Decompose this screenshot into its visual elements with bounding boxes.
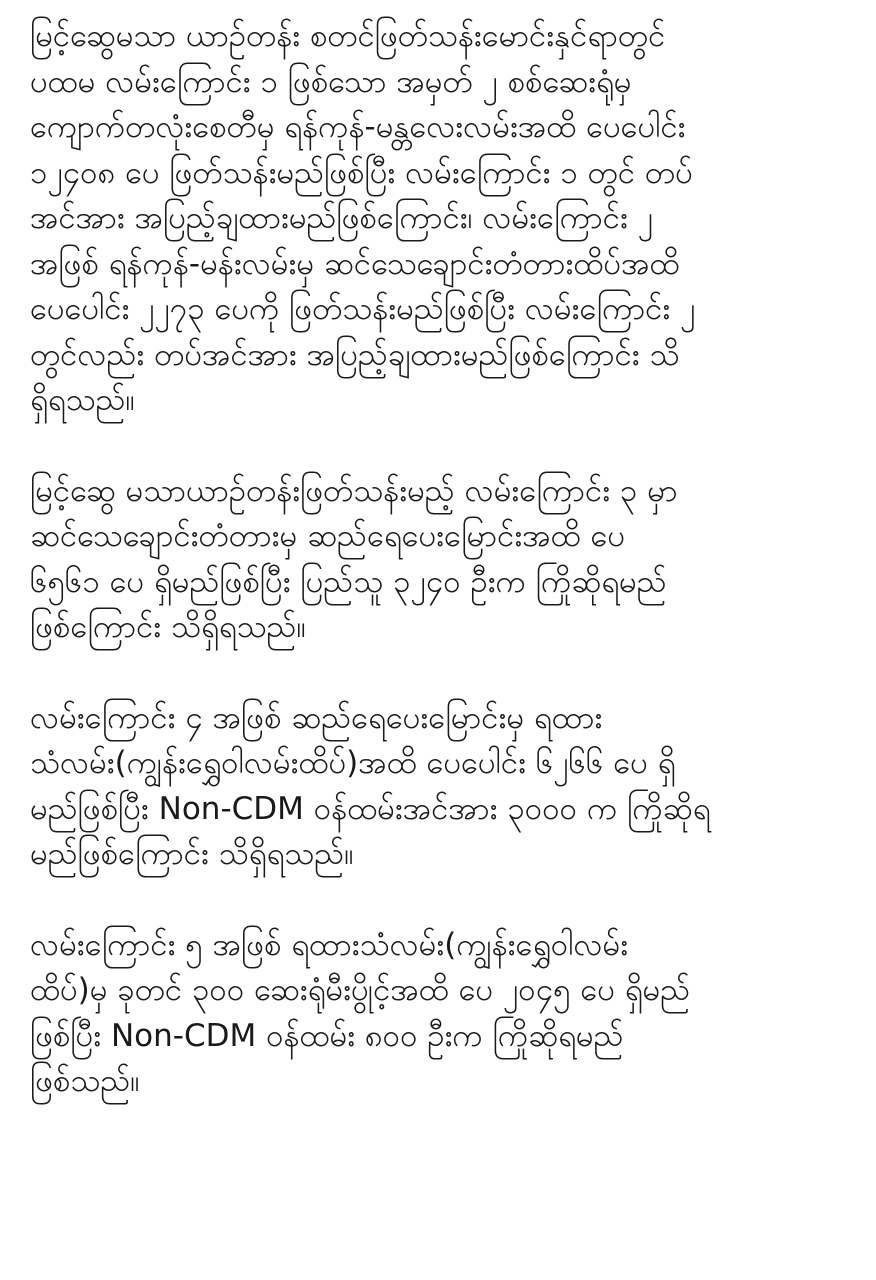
text-line: ပေပေါင်း ၂၂၇၃ ပေကို ဖြတ်သန်းမည်ဖြစ်ပြီး လမ်းကြောင်း ၂ [30, 291, 696, 327]
paragraph-2 [30, 469, 846, 651]
text-line: ပထမ လမ်းကြောင်း ၁ ဖြစ်သော အမှတ် ၂ စစ်ဆေးရုံမှ [30, 63, 632, 100]
text-line: သံလမ်း(ကျွန်းရွှေဝါလမ်းထိပ်)အထိ ပေပေါင်း ၆၂၆၆ ပေ ရှိ [30, 745, 676, 781]
text-line: ဖြစ်ကြောင်း သိရှိရသည်။ [30, 609, 306, 645]
text-line: ရှိရသည်။ [30, 382, 135, 418]
text-line: ဆင်သေချောင်းတံတားမှ ဆည်ရေပေးမြောင်းအထိ ပေ [30, 518, 625, 554]
text-line: တွင်လည်း တပ်အင်အား အပြည့်ချထားမည်ဖြစ်ကြောင်း သိ [30, 336, 680, 373]
text-line: လမ်းကြောင်း ၄ အဖြစ် ဆည်ရေပေးမြောင်းမှ ရထား [30, 699, 603, 736]
text-line: မြင့်ဆွေ မသာယာဉ်တန်းဖြတ်သန်းမည့် လမ်းကြောင်း ၃ မှာ [30, 472, 678, 509]
text-line: ၆၅၆၁ ပေ ရှိမည်ဖြစ်ပြီး ပြည်သူ ၃၂၄၀ ဦးက ကြိုဆိုရမည် [30, 563, 667, 600]
text-line: မြင့်ဆွေမသာ ယာဉ်တန်း စတင်ဖြတ်သန်းမောင်းနှင်ရာတွင် [30, 18, 666, 54]
text-line: မည်ဖြစ်ပြီး Non-CDM ဝန်ထမ်းအင်အား ၃၀၀၀ က ကြိုဆိုရ [30, 790, 711, 827]
paragraph-3 [30, 696, 846, 878]
article-body [30, 14, 846, 1150]
text-line: ဖြစ်ပြီး Non-CDM ဝန်ထမ်း ၈၀၀ ဦးက ကြိုဆိုရမည် [30, 1017, 624, 1054]
text-line: အဖြစ် ရန်ကုန်-မန်းလမ်းမှ ဆင်သေချောင်းတံတားထိပ်အထိ [30, 245, 680, 282]
text-line: ထိပ်)မှ ခုတင် ၃၀၀ ဆေးရုံမီးပွိုင့်အထိ ပေ ၂၀၄၅ ပေ ရှိမည် [30, 972, 691, 1008]
paragraph-1 [30, 14, 846, 424]
text-line: ကျောက်တလုံးစေတီမှ ရန်ကုန်-မန္တလေးလမ်းအထိ ပေပေါင်း [30, 109, 686, 145]
paragraph-4 [30, 923, 846, 1105]
text-line: လမ်းကြောင်း ၅ အဖြစ် ရထားသံလမ်း(ကျွန်းရွှေဝါလမ်း [30, 926, 629, 963]
text-line: ဖြစ်သည်။ [30, 1063, 140, 1099]
text-line: ၁၂၄၀၈ ပေ ဖြတ်သန်းမည်ဖြစ်ပြီး လမ်းကြောင်း ၁ တွင် တပ် [30, 154, 693, 191]
text-line: အင်အား အပြည့်ချထားမည်ဖြစ်ကြောင်း၊ လမ်းကြောင်း ၂ [30, 200, 653, 236]
text-line: မည်ဖြစ်ကြောင်း သိရှိရသည်။ [30, 836, 354, 872]
